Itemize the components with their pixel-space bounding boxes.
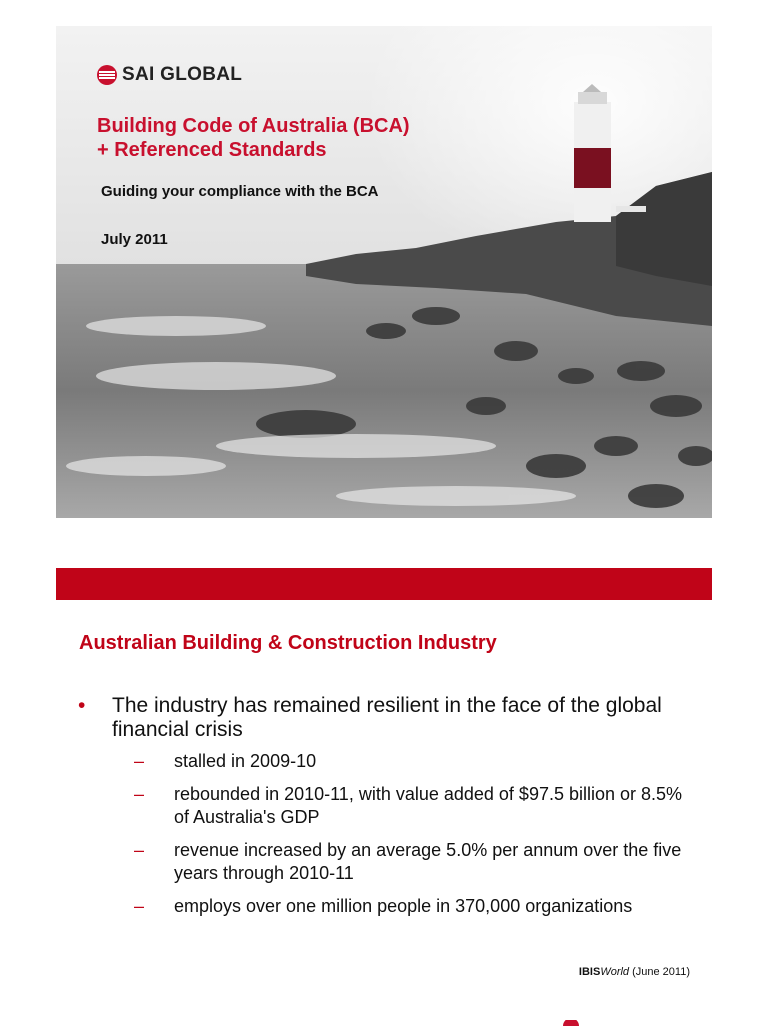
lighthouse-coast-photo [56, 26, 712, 518]
sub-bullet-text: stalled in 2009-10 [174, 751, 317, 771]
dash-marker: – [134, 896, 145, 916]
sub-bullet-list [134, 750, 694, 928]
slide-heading: Australian Building & Construction Industry [79, 632, 497, 654]
title-line-2: + Referenced Standards [97, 139, 327, 161]
sub-bullet [134, 895, 694, 918]
source-date: (June 2011) [629, 966, 690, 978]
title-line-1: Building Code of Australia (BCA) [97, 115, 410, 137]
sai-global-emblem-icon [96, 64, 118, 86]
source-brand-bold: IBIS [578, 966, 601, 978]
logo-text: SAI GLOBAL [122, 64, 243, 85]
cover-date: July 2011 [101, 231, 168, 248]
sub-bullet-text: employs over one million people in 370,000 organizations [174, 896, 633, 916]
source-brand-italic: World [600, 966, 630, 978]
bullet-marker: • [78, 694, 86, 717]
sub-bullet [134, 750, 694, 773]
sub-bullet-text: rebounded in 2010-11, with value added of $97.5 billion or 8.5% of Australia's GDP [174, 784, 683, 827]
partial-logo-icon [561, 1020, 581, 1026]
dash-marker: – [134, 840, 145, 860]
cover-subtitle: Guiding your compliance with the BCA [101, 183, 379, 200]
sub-bullet-text: revenue increased by an average 5.0% per annum over the five years through 2010-11 [174, 840, 682, 883]
dash-marker: – [134, 751, 145, 771]
sub-bullet [134, 783, 694, 829]
dash-marker: – [134, 784, 145, 804]
cover-title [97, 114, 410, 162]
bullet-text: The industry has remained resilient in the face of the global financial crisis [112, 694, 662, 741]
sub-bullet [134, 839, 694, 885]
industry-slide [56, 568, 712, 1024]
source-citation [579, 966, 690, 978]
cover-slide [56, 26, 712, 518]
header-banner [56, 568, 712, 600]
sai-global-logo [96, 64, 242, 86]
